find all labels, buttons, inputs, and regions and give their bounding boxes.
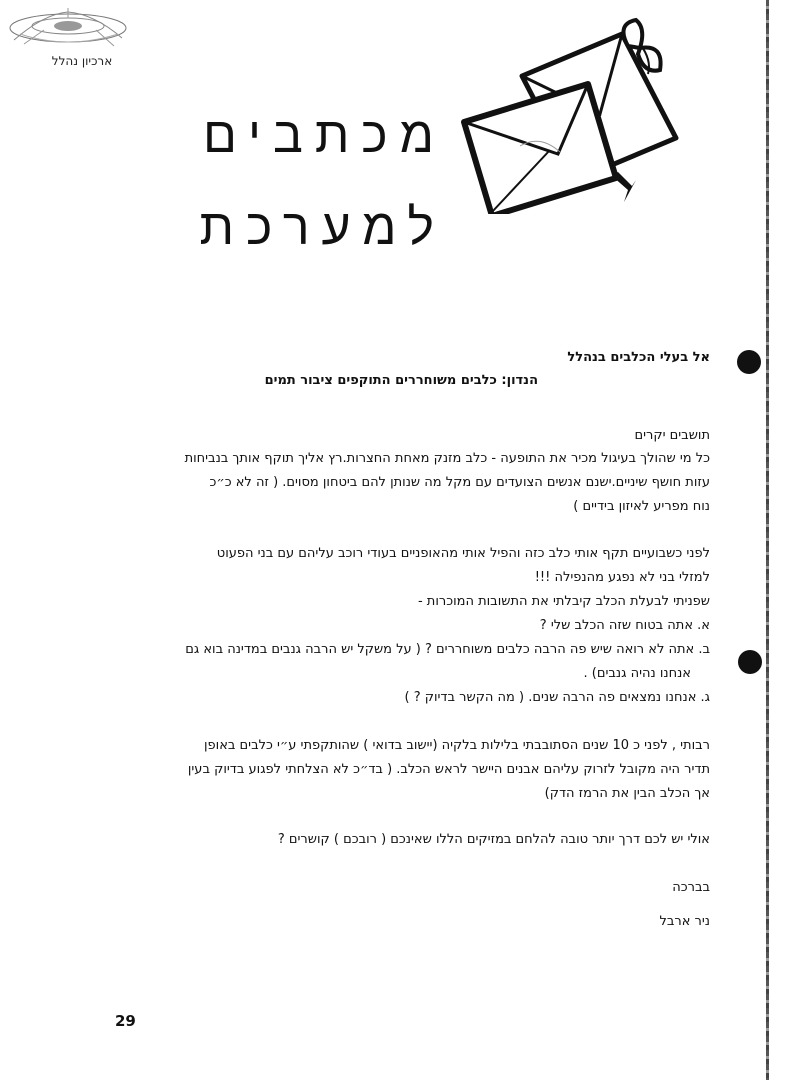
paragraph-3-line: רבותי , לפני כ 10 שנים הסתובבתי בלילות בלקיה (יישוב בדואי ) שהותקפתי ע״י כלבים באופן xyxy=(204,738,710,753)
paragraph-2-line: למזלי בני לא נפגע מהנפילה !!! xyxy=(534,570,710,585)
title-line-1: מכתבים xyxy=(203,106,446,164)
letter-subject: הנדון: כלבים משוחררים התוקפים ציבור תמים xyxy=(264,373,538,388)
envelope-icon xyxy=(440,14,690,214)
paragraph-2-line: ג. אנחנו נמצאים פה הרבה שנים. ( מה הקשר בדיוק ? ) xyxy=(404,690,710,705)
paragraph-3-line: אך הכלב הבין את הרמז הדק) xyxy=(544,786,710,801)
letter-addressee: אל בעלי הכלבים בנהלל xyxy=(567,350,710,365)
title-line-2: למערכת xyxy=(199,198,446,256)
paragraph-2-line: ב. אתה לא רואה שיש פה הרבה כלבים משוחררים ? ( על משקל יש הרבה גנבים במדינה בוא גם xyxy=(185,642,710,657)
page-edge-line xyxy=(766,0,769,1080)
binder-hole xyxy=(738,650,762,674)
letter-greeting: תושבים יקרים xyxy=(634,428,710,443)
archive-logo-graphic xyxy=(4,4,132,56)
paragraph-3-line: תדיר היה מקובל לזרוק עליהם אבנים היישר לראש הכלב. ( בד״כ לא הצלחתי לפגוע בדיוק בעין xyxy=(187,762,710,777)
archive-logo xyxy=(4,4,132,74)
page-number: 29 xyxy=(115,1012,136,1030)
paragraph-1-line: כל מי שהולך בעיגול מכיר את התופעה - כלב מזנק מאחת החצרות.רץ אליך תוקף אותך בנביחות xyxy=(184,451,710,466)
paragraph-2-line: אנחנו נהיה גנבים) . xyxy=(583,666,691,681)
paragraph-2-line: לפני כשבועיים תקף אותי כלב כזה והפיל אותי מהאופניים בעודי רוכב עליהם עם בני הפעוט xyxy=(216,546,710,561)
binder-hole xyxy=(737,350,761,374)
letter-closing: בברכה xyxy=(672,880,710,895)
letter-signature: ניר ארבל xyxy=(659,914,710,929)
paragraph-1-line: עזות חושף שיניים.ישנם אנשים הצועדים עם מקל מה שנותן להם ביטחון מסוים. ( זה לא כ״כ xyxy=(209,475,710,490)
archive-logo-text: ארכיון נהלל xyxy=(51,54,113,68)
paragraph-1-line: נוח מפריע לאיזון בידיים ) xyxy=(573,499,710,514)
paragraph-4-line: אולי יש לכם דרך יותר טובה להלחם במזיקים הללו שאינכם ( רובכם ) קושרים ? xyxy=(277,832,710,847)
paragraph-2-line: שפניתי לבעלת הכלב קיבלתי את התשובות המוכרות - xyxy=(417,594,710,609)
paragraph-2-line: א. אתה בטוח שזה הכלב שלי ? xyxy=(539,618,710,633)
